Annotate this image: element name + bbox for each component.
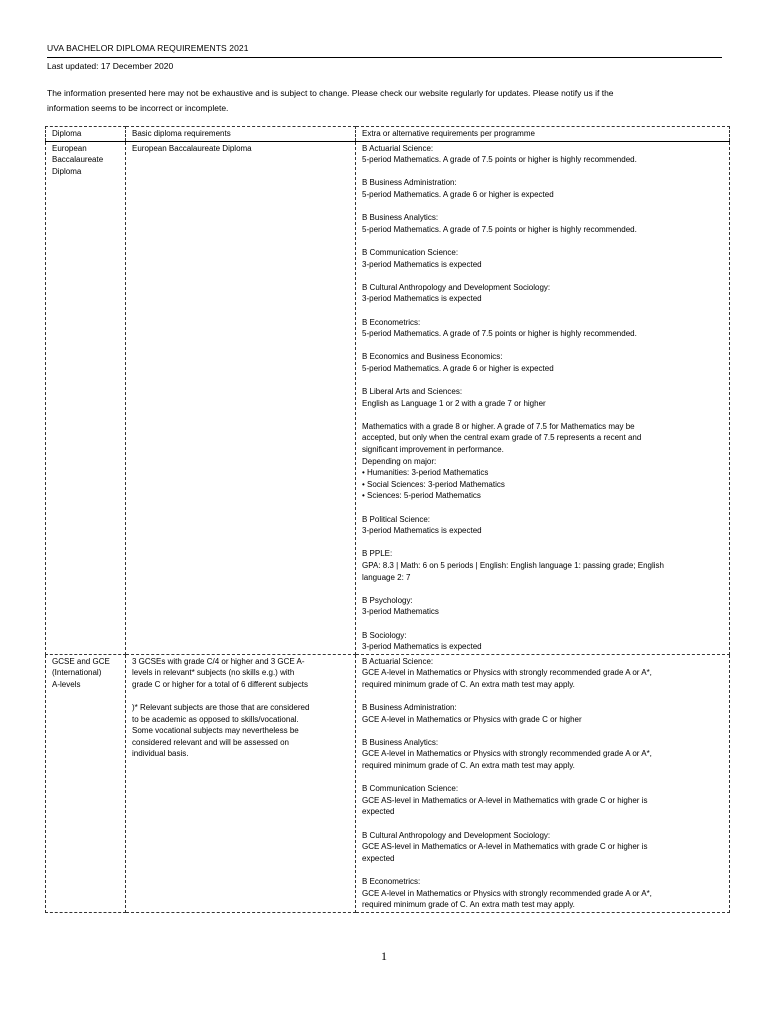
- programme-requirement-line: accepted, but only when the central exam grade of 7.5 represents a recent and: [362, 433, 642, 443]
- programme-requirement-line: 5-period Mathematics. A grade of 7.5 points or higher is highly recommended.: [362, 224, 637, 234]
- programme-requirement-line: 3-period Mathematics is expected: [362, 642, 482, 652]
- programme-heading: B Econometrics:: [362, 317, 421, 327]
- programme-heading: B Liberal Arts and Sciences:: [362, 387, 463, 397]
- programme-heading: B Communication Science:: [362, 784, 459, 794]
- table-body: [46, 141, 730, 912]
- programme-requirement-line: GCE A-level in Mathematics or Physics with strongly recommended grade A or A*,: [362, 668, 652, 678]
- requirements-table: [45, 126, 730, 913]
- intro-paragraph: [47, 86, 727, 115]
- programme-heading: Mathematics with a grade 8 or higher. A grade of 7.5 for Mathematics may be: [362, 421, 635, 431]
- document-title: UVA BACHELOR DIPLOMA REQUIREMENTS 2021: [47, 43, 249, 53]
- programme-requirement-block: [362, 876, 724, 911]
- programme-requirement-block: [362, 317, 724, 340]
- programme-requirement-block: [362, 351, 724, 374]
- table-row: [46, 141, 730, 654]
- programme-requirement-line: 5-period Mathematics. A grade of 7.5 points or higher is highly recommended.: [362, 329, 637, 339]
- basic-requirement-block: [132, 656, 350, 691]
- programme-requirement-line: 5-period Mathematics. A grade of 7.5 points or higher is highly recommended.: [362, 155, 637, 165]
- programme-requirement-block: [362, 783, 724, 818]
- page-number: 1: [381, 949, 387, 963]
- cell-diploma: [46, 654, 126, 912]
- note-line: individual basis.: [132, 749, 189, 759]
- programme-requirement-line: 5-period Mathematics. A grade 6 or higher is expected: [362, 363, 554, 373]
- programme-requirement-line: 5-period Mathematics. A grade 6 or higher is expected: [362, 189, 554, 199]
- programme-requirement-line: required minimum grade of C. An extra math test may apply.: [362, 900, 575, 910]
- basic-requirement-line: grade C or higher for a total of 6 different subjects: [132, 679, 308, 689]
- programme-requirement-block: [362, 595, 724, 618]
- basic-requirement-line: 3 GCSEs with grade C/4 or higher and 3 GCE A-: [132, 656, 305, 666]
- header-extra-requirements: Extra or alternative requirements per programme: [356, 127, 730, 142]
- programme-requirement-line: required minimum grade of C. An extra math test may apply.: [362, 761, 575, 771]
- title-divider: [47, 57, 722, 58]
- note-line: Some vocational subjects may nevertheless be: [132, 726, 299, 736]
- programme-requirement-line: GCE A-level in Mathematics or Physics with strongly recommended grade A or A*,: [362, 749, 652, 759]
- programme-requirement-line: GCE AS-level in Mathematics or A-level in Mathematics with grade C or higher is: [362, 795, 648, 805]
- note-line: )* Relevant subjects are those that are considered: [132, 703, 310, 713]
- programme-requirement-line: required minimum grade of C. An extra math test may apply.: [362, 679, 575, 689]
- programme-requirement-block: [362, 548, 724, 583]
- programme-requirement-line: language 2: 7: [362, 572, 411, 582]
- programme-heading: B Business Analytics:: [362, 213, 439, 223]
- intro-line: information seems to be incorrect or incomplete.: [47, 102, 229, 113]
- programme-heading: B Business Administration:: [362, 703, 457, 713]
- programme-requirement-line: GCE A-level in Mathematics or Physics with strongly recommended grade A or A*,: [362, 888, 652, 898]
- programme-requirement-line: 3-period Mathematics is expected: [362, 294, 482, 304]
- programme-heading: B Cultural Anthropology and Development Sociology:: [362, 282, 551, 292]
- programme-requirement-block: [362, 386, 724, 409]
- cell-diploma: [46, 141, 126, 654]
- basic-requirement-note: [132, 702, 350, 760]
- programme-requirement-line: significant improvement in performance.: [362, 445, 504, 455]
- programme-requirement-block: [362, 514, 724, 537]
- programme-requirement-line: 3-period Mathematics is expected: [362, 526, 482, 536]
- programme-requirement-line: GCE A-level in Mathematics or Physics with grade C or higher: [362, 714, 582, 724]
- programme-requirement-block: [362, 421, 724, 502]
- diploma-name-line: European: [52, 143, 87, 153]
- programme-requirement-line: expected: [362, 807, 395, 817]
- table-header-row: [46, 127, 730, 142]
- programme-heading: B Psychology:: [362, 595, 413, 605]
- programme-requirement-block: [362, 630, 724, 653]
- last-updated-text: Last updated: 17 December 2020: [47, 61, 174, 71]
- cell-basic-requirements: [126, 654, 356, 912]
- basic-requirement-line: European Baccalaureate Diploma: [132, 143, 252, 153]
- basic-requirement-block: [132, 143, 350, 155]
- programme-requirement-block: [362, 656, 724, 691]
- programme-heading: B Business Analytics:: [362, 737, 439, 747]
- cell-extra-requirements: [356, 654, 730, 912]
- diploma-name-line: Diploma: [52, 166, 82, 176]
- programme-requirement-line: English as Language 1 or 2 with a grade 7 or higher: [362, 398, 546, 408]
- programme-requirement-line: 3-period Mathematics: [362, 607, 439, 617]
- programme-heading: B Economics and Business Economics:: [362, 352, 503, 362]
- diploma-name-line: GCSE and GCE: [52, 656, 110, 666]
- programme-requirement-line: Depending on major:: [362, 456, 437, 466]
- programme-requirement-line: • Social Sciences: 3-period Mathematics: [362, 479, 505, 489]
- programme-heading: B PPLE:: [362, 549, 393, 559]
- intro-line: The information presented here may not be exhaustive and is subject to change. Please check our website regularly for updates. Please notify us if the: [47, 88, 614, 98]
- note-line: considered relevant and will be assessed on: [132, 737, 289, 747]
- programme-heading: B Actuarial Science:: [362, 143, 434, 153]
- programme-requirement-block: [362, 212, 724, 235]
- cell-extra-requirements: [356, 141, 730, 654]
- programme-requirement-block: [362, 737, 724, 772]
- programme-requirement-block: [362, 143, 724, 166]
- programme-heading: B Sociology:: [362, 630, 407, 640]
- programme-requirement-line: expected: [362, 853, 395, 863]
- table-row: [46, 654, 730, 912]
- diploma-name-line: A-levels: [52, 679, 81, 689]
- header-basic-requirements: Basic diploma requirements: [126, 127, 356, 142]
- header-diploma: Diploma: [46, 127, 126, 142]
- programme-heading: B Cultural Anthropology and Development Sociology:: [362, 830, 551, 840]
- diploma-name-line: (International): [52, 668, 102, 678]
- programme-heading: B Econometrics:: [362, 877, 421, 886]
- diploma-name-line: Baccalaureate: [52, 155, 104, 165]
- note-line: to be academic as opposed to skills/vocational.: [132, 714, 299, 724]
- basic-requirement-line: levels in relevant* subjects (no skills e.g.) with: [132, 668, 295, 678]
- programme-requirement-line: • Sciences: 5-period Mathematics: [362, 491, 481, 501]
- programme-heading: B Actuarial Science:: [362, 656, 434, 666]
- programme-requirement-line: GCE AS-level in Mathematics or A-level in Mathematics with grade C or higher is: [362, 842, 648, 852]
- programme-heading: B Communication Science:: [362, 247, 459, 257]
- programme-requirement-block: [362, 177, 724, 200]
- programme-requirement-line: GPA: 8.3 | Math: 6 on 5 periods | English: English language 1: passing grade; English: [362, 560, 664, 570]
- programme-requirement-block: [362, 702, 724, 725]
- cell-basic-requirements: [126, 141, 356, 654]
- programme-heading: B Business Administration:: [362, 178, 457, 188]
- programme-requirement-block: [362, 830, 724, 865]
- programme-requirement-block: [362, 247, 724, 270]
- programme-heading: B Political Science:: [362, 514, 431, 524]
- programme-requirement-line: • Humanities: 3-period Mathematics: [362, 468, 489, 478]
- programme-requirement-block: [362, 282, 724, 305]
- programme-requirement-line: 3-period Mathematics is expected: [362, 259, 482, 269]
